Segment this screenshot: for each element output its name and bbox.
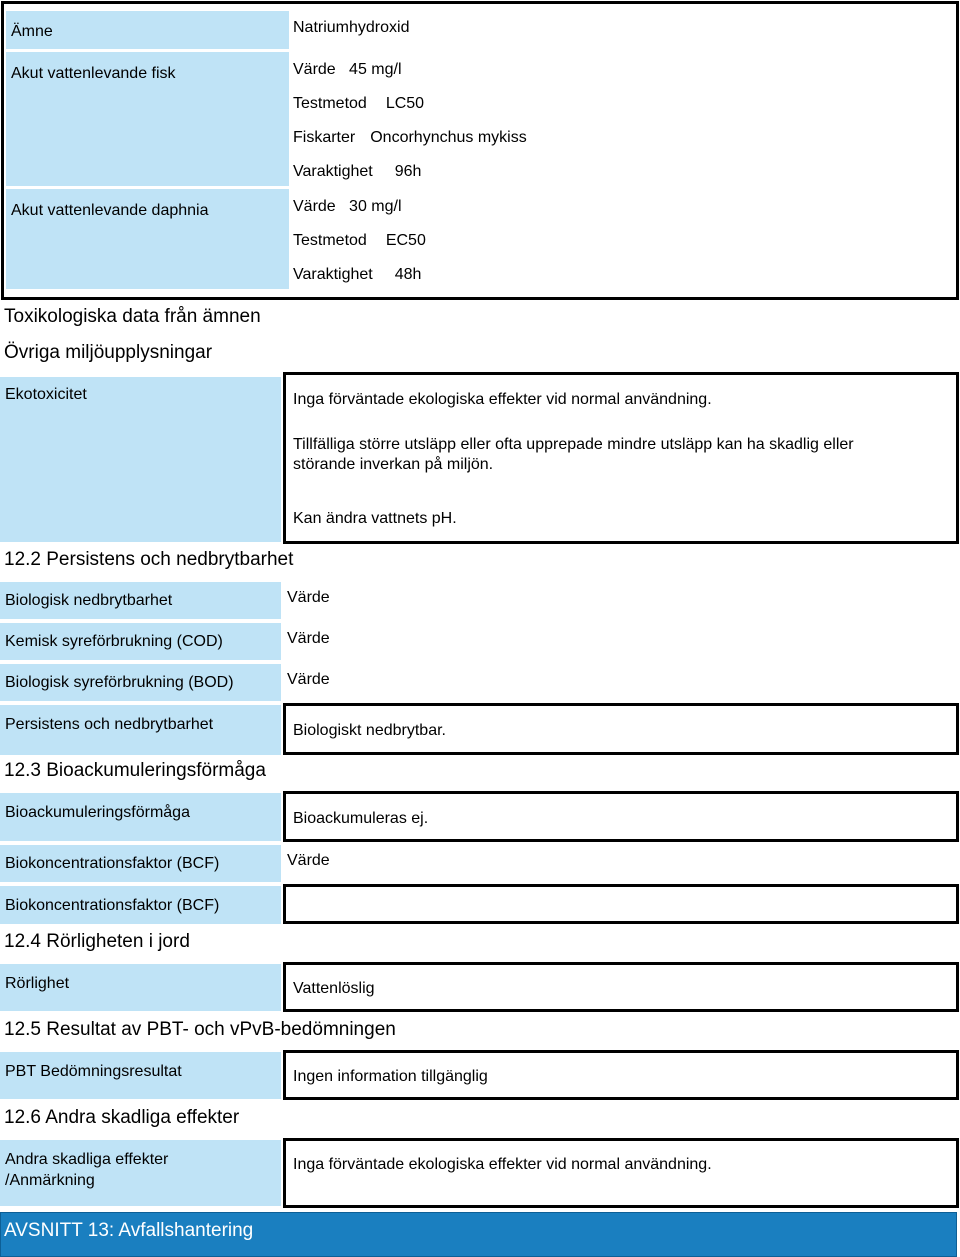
ekotox-label — [0, 377, 281, 542]
andra-label-line2: /Anmärkning — [5, 1172, 95, 1189]
daphnia-varaktighet-val: 48h — [394, 266, 422, 283]
fisk-label-text: Akut vattenlevande fisk — [11, 65, 176, 82]
pn-value: Biologiskt nedbrytbar. — [293, 722, 446, 739]
cod-label-text: Kemisk syreförbrukning (COD) — [5, 633, 223, 650]
fisk-testmetod-key: Testmetod — [293, 95, 367, 112]
pn-label — [0, 705, 281, 755]
andra-label — [0, 1140, 281, 1206]
cod-value: Värde — [287, 630, 330, 647]
rorlighet-value: Vattenlöslig — [293, 980, 375, 997]
bod-label — [0, 664, 281, 701]
daphnia-varaktighet-key: Varaktighet — [293, 266, 373, 283]
fisk-value-key: Värde — [293, 61, 336, 78]
cod-label — [0, 623, 281, 660]
ekotox-line3: Kan ändra vattnets pH. — [293, 510, 457, 527]
rorlighet-label — [0, 964, 281, 1011]
ba-label-text: Bioackumuleringsförmåga — [5, 804, 190, 821]
ekotox-line2b: störande inverkan på miljön. — [293, 456, 494, 473]
daphnia-row-testmetod — [293, 232, 426, 250]
amne-label — [6, 11, 289, 49]
bio-nedbryt-label — [0, 582, 281, 619]
daphnia-value-key: Värde — [293, 198, 336, 215]
fisk-row-testmetod — [293, 95, 424, 113]
s122-heading: 12.2 Persistens och nedbrytbarhet — [4, 549, 294, 570]
s125-heading: 12.5 Resultat av PBT- och vPvB-bedömningen — [4, 1019, 396, 1040]
pbt-label — [0, 1052, 281, 1099]
fisk-varaktighet-val: 96h — [394, 163, 422, 180]
bcf2-label-text: Biokoncentrationsfaktor (BCF) — [5, 897, 220, 914]
daphnia-testmetod-key: Testmetod — [293, 232, 367, 249]
bcf2-label — [0, 886, 281, 924]
andra-label-line1: Andra skadliga effekter — [5, 1151, 169, 1168]
daphnia-testmetod-val: EC50 — [385, 232, 426, 249]
andra-value: Inga förväntade ekologiska effekter vid normal användning. — [293, 1156, 712, 1173]
ba-label — [0, 793, 281, 841]
fisk-row-varaktighet — [293, 163, 421, 181]
ba-value: Bioackumuleras ej. — [293, 810, 429, 827]
bio-nedbryt-label-text: Biologisk nedbrytbarhet — [5, 592, 173, 609]
bod-label-text: Biologisk syreförbrukning (BOD) — [5, 674, 234, 691]
pn-label-text: Persistens och nedbrytbarhet — [5, 716, 214, 733]
s124-heading: 12.4 Rörligheten i jord — [4, 931, 190, 952]
ekotox-line1: Inga förväntade ekologiska effekter vid normal användning. — [293, 391, 712, 408]
ekotox-label-text: Ekotoxicitet — [5, 386, 87, 403]
fisk-row-value — [293, 61, 402, 79]
fisk-fiskarter-key: Fiskarter — [293, 129, 356, 146]
fisk-row-fiskarter — [293, 129, 527, 147]
bcf1-value: Värde — [287, 852, 330, 869]
bcf2-box — [283, 884, 959, 924]
fisk-value-val: 45 mg/l — [349, 61, 402, 78]
fisk-varaktighet-key: Varaktighet — [293, 163, 373, 180]
section13-title: AVSNITT 13: Avfallshantering — [4, 1220, 254, 1241]
bcf1-label-text: Biokoncentrationsfaktor (BCF) — [5, 855, 220, 872]
rorlighet-box — [283, 962, 959, 1012]
bod-value: Värde — [287, 671, 330, 688]
daphnia-row-varaktighet — [293, 266, 421, 284]
ovriga-heading: Övriga miljöupplysningar — [4, 342, 213, 363]
pbt-label-text: PBT Bedömningsresultat — [5, 1063, 182, 1080]
amne-value: Natriumhydroxid — [293, 19, 410, 36]
fisk-testmetod-val: LC50 — [385, 95, 425, 112]
daphnia-value-val: 30 mg/l — [349, 198, 402, 215]
fisk-label — [6, 52, 289, 186]
pbt-value: Ingen information tillgänglig — [293, 1068, 488, 1085]
tox-heading: Toxikologiska data från ämnen — [4, 306, 261, 327]
fisk-fiskarter-val: Oncorhynchus mykiss — [370, 129, 527, 146]
amne-label-text: Ämne — [11, 23, 53, 40]
daphnia-row-value — [293, 198, 402, 216]
bcf1-label — [0, 845, 281, 882]
daphnia-label — [6, 189, 289, 289]
daphnia-label-text: Akut vattenlevande daphnia — [11, 202, 209, 219]
s126-heading: 12.6 Andra skadliga effekter — [4, 1107, 240, 1128]
s123-heading: 12.3 Bioackumuleringsförmåga — [4, 760, 266, 781]
bio-nedbryt-value: Värde — [287, 589, 330, 606]
rorlighet-label-text: Rörlighet — [5, 975, 70, 992]
ekotox-line2a: Tillfälliga större utsläpp eller ofta upprepade mindre utsläpp kan ha skadlig eller — [293, 436, 854, 453]
